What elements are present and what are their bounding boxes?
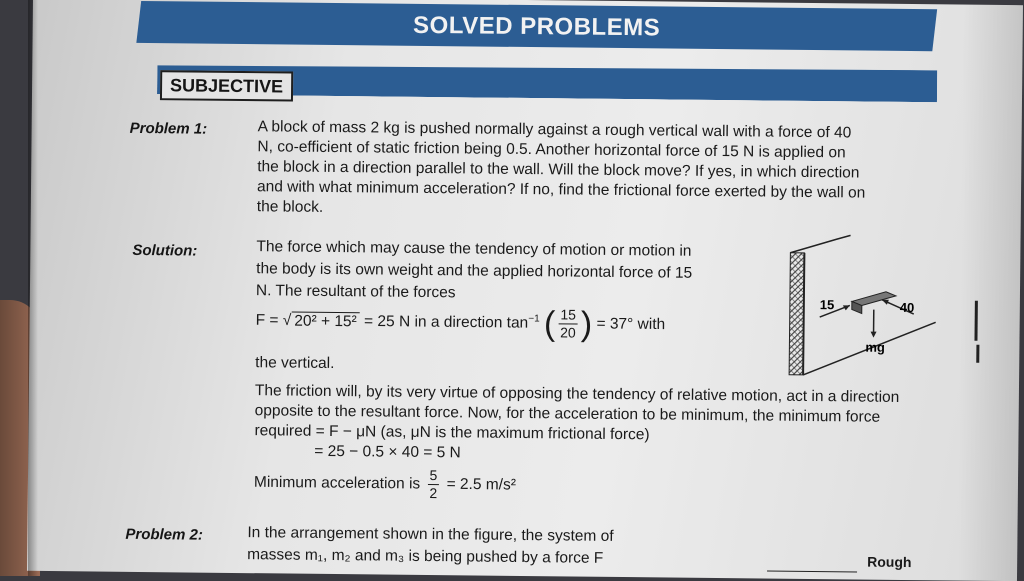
solution-line2: the body is its own weight and the applied horizontal force of 15 xyxy=(256,259,692,284)
resultant-equation: F = √ 20² + 15² = 25 N in a direction $\tan^{-1}$ ( $\frac{15}{20}$ ) = 37° with xyxy=(255,303,665,342)
problem2-line1: In the arrangement shown in the figure, the system of xyxy=(247,523,613,547)
solution-line8: = 25 − 0.5 × 40 = 5 N xyxy=(314,442,461,464)
problem1-line1: A block of mass 2 kg is pushed normally against a rough vertical wall with a force of 40 xyxy=(258,117,852,143)
problem1-line5: the block. xyxy=(257,197,324,218)
eq-sqrt: 20² + 15² xyxy=(291,311,360,330)
solution-line1: The force which may cause the tendency of motion or motion in xyxy=(256,237,691,262)
page-title: SOLVED PROBLEMS xyxy=(139,9,935,45)
eq-f: F = xyxy=(256,312,279,329)
binding-shadow xyxy=(28,0,38,576)
solution-line6: opposite to the resultant force. Now, for the acceleration to be minimum, the minimum force xyxy=(255,401,881,428)
solution-label: Solution: xyxy=(132,242,197,260)
label-mg: mg xyxy=(865,340,885,355)
label-40: 40 xyxy=(900,300,915,315)
angle-fraction: $\frac{15}{20}$ xyxy=(558,306,578,341)
solution-line5: The friction will, by its very virtue of opposing the tendency of relative motion, act in a direction xyxy=(255,381,900,408)
title-banner xyxy=(136,1,937,51)
solution-line3: N. The resultant of the forces xyxy=(256,281,456,303)
eq-end: = 37° with xyxy=(596,315,665,333)
min-label: Minimum acceleration is xyxy=(254,474,420,493)
solution-line4: the vertical. xyxy=(255,353,334,374)
page-shadow xyxy=(957,5,1023,581)
problem1-label: Problem 1: xyxy=(130,120,208,138)
weight-head xyxy=(870,332,876,338)
problem1-line4: and with what minimum acceleration? If no, find the frictional force exerted by the wall on xyxy=(257,177,865,203)
problem1-line2: N, co-efficient of static friction being 0.5. Another horizontal force of 15 N is applied on xyxy=(257,137,845,163)
eq-mid: = 25 N in a direction tan xyxy=(364,313,528,332)
eq-inv: −1 xyxy=(528,313,540,324)
wall-top xyxy=(790,235,850,254)
force-40-head xyxy=(882,300,889,305)
label-15: 15 xyxy=(820,297,835,312)
wall-face xyxy=(803,253,804,375)
min-end: = 2.5 m/s² xyxy=(447,476,517,494)
problem1-line3: the block in a direction parallel to the wall. Will the block move? If yes, in which direction xyxy=(257,157,859,183)
solution-line7: required = F − μN (as, μN is the maximum frictional force) xyxy=(254,421,649,445)
section-label: SUBJECTIVE xyxy=(160,70,293,101)
surface-line xyxy=(767,571,857,573)
problem2-line2: masses m₁, m₂ and m₃ is being pushed by a force F xyxy=(247,545,603,569)
wall-hatch xyxy=(789,253,804,375)
min-accel-equation xyxy=(254,465,516,503)
rough-label: Rough xyxy=(867,552,912,572)
wall-block-figure xyxy=(785,233,957,385)
min-fraction: $\frac{5}{2}$ xyxy=(427,467,439,502)
book-page xyxy=(27,0,1023,581)
problem2-label: Problem 2: xyxy=(125,526,203,544)
